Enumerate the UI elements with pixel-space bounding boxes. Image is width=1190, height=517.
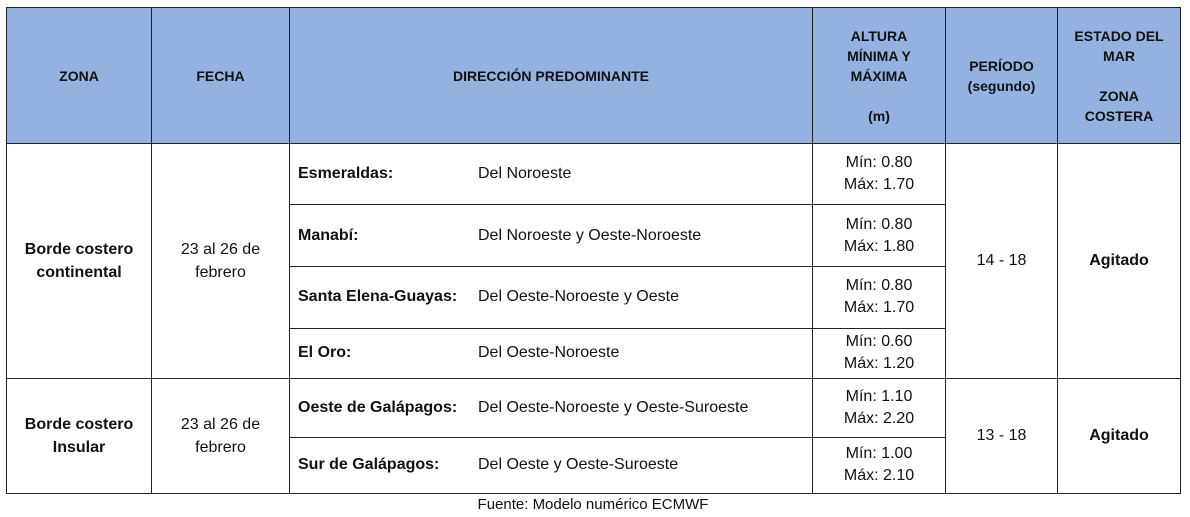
direction-cell	[290, 205, 813, 267]
header-estado-line4: COSTERA	[1084, 107, 1154, 124]
height-max: Máx: 2.10	[843, 467, 915, 485]
header-altura-line2: MÍNIMA Y	[847, 47, 911, 64]
location-label: El Oro:	[298, 344, 352, 362]
direction-value: Del Noroeste y Oeste-Noroeste	[478, 226, 702, 244]
table-row	[7, 144, 1181, 205]
header-altura-unit: (m)	[868, 107, 890, 124]
height-min: Mín: 1.10	[845, 387, 913, 405]
height-max: Máx: 1.20	[843, 355, 915, 373]
direction-value: Del Oeste-Noroeste y Oeste-Suroeste	[478, 398, 749, 416]
estado-cell: Agitado	[1058, 144, 1181, 379]
height-max: Máx: 1.70	[843, 299, 915, 317]
height-max: Máx: 2.20	[843, 409, 915, 427]
height-min: Mín: 0.80	[845, 215, 913, 233]
swell-forecast-table	[6, 7, 1181, 494]
direction-cell	[290, 378, 813, 437]
zona-label-line2: Insular	[52, 438, 106, 456]
direction-cell	[290, 328, 813, 378]
direction-value: Del Oeste y Oeste-Suroeste	[478, 456, 679, 474]
header-periodo-line1: PERÍODO	[969, 57, 1034, 74]
height-cell	[813, 378, 946, 437]
height-cell	[813, 144, 946, 205]
location-label: Santa Elena-Guayas:	[298, 288, 458, 306]
height-min: Mín: 0.80	[845, 154, 913, 172]
direction-cell	[290, 144, 813, 205]
direction-value: Del Oeste-Noroeste	[478, 344, 620, 362]
fecha-cell	[152, 144, 290, 379]
height-min: Mín: 0.80	[845, 277, 913, 295]
fecha-line1: 23 al 26 de	[180, 240, 261, 258]
zona-label-line1: Borde costero	[24, 240, 134, 258]
direction-value: Del Oeste-Noroeste y Oeste	[478, 288, 679, 306]
header-altura-line3: MÁXIMA	[850, 67, 908, 84]
direction-cell	[290, 267, 813, 328]
location-label: Manabí:	[298, 226, 359, 244]
fecha-line1: 23 al 26 de	[180, 415, 261, 433]
header-periodo	[946, 8, 1058, 144]
height-cell	[813, 328, 946, 378]
zona-label-line1: Borde costero	[24, 415, 134, 433]
source-caption: Fuente: Modelo numérico ECMWF	[477, 496, 709, 513]
height-cell	[813, 267, 946, 328]
zona-label-line2: continental	[36, 263, 122, 281]
header-direccion: DIRECCIÓN PREDOMINANTE	[290, 8, 813, 144]
header-estado-line3: ZONA	[1099, 87, 1139, 104]
header-zona: ZONA	[7, 8, 152, 144]
height-min: Mín: 0.60	[845, 333, 913, 351]
header-periodo-line2: (segundo)	[967, 77, 1036, 94]
zona-cell	[7, 144, 152, 379]
height-min: Mín: 1.00	[845, 445, 913, 463]
fecha-cell	[152, 378, 290, 493]
header-altura-line1: ALTURA	[850, 27, 908, 44]
location-label: Oeste de Galápagos:	[298, 398, 458, 416]
direction-cell	[290, 437, 813, 493]
fecha-line2: febrero	[195, 438, 246, 456]
header-fecha: FECHA	[152, 8, 290, 144]
height-cell	[813, 437, 946, 493]
zona-cell	[7, 378, 152, 493]
periodo-cell: 13 - 18	[946, 378, 1058, 493]
header-estado	[1058, 8, 1181, 144]
fecha-line2: febrero	[195, 263, 246, 281]
height-max: Máx: 1.80	[843, 237, 915, 255]
height-max: Máx: 1.70	[843, 176, 915, 194]
header-altura	[813, 8, 946, 144]
periodo-cell: 14 - 18	[946, 144, 1058, 379]
header-estado-line1: ESTADO DEL	[1074, 27, 1164, 44]
location-label: Sur de Galápagos:	[298, 456, 440, 474]
header-row	[7, 8, 1181, 144]
direction-value: Del Noroeste	[478, 165, 572, 183]
location-label: Esmeraldas:	[298, 165, 394, 183]
height-cell	[813, 205, 946, 267]
header-estado-line2: MAR	[1103, 47, 1135, 64]
table-row	[7, 378, 1181, 437]
estado-cell: Agitado	[1058, 378, 1181, 493]
